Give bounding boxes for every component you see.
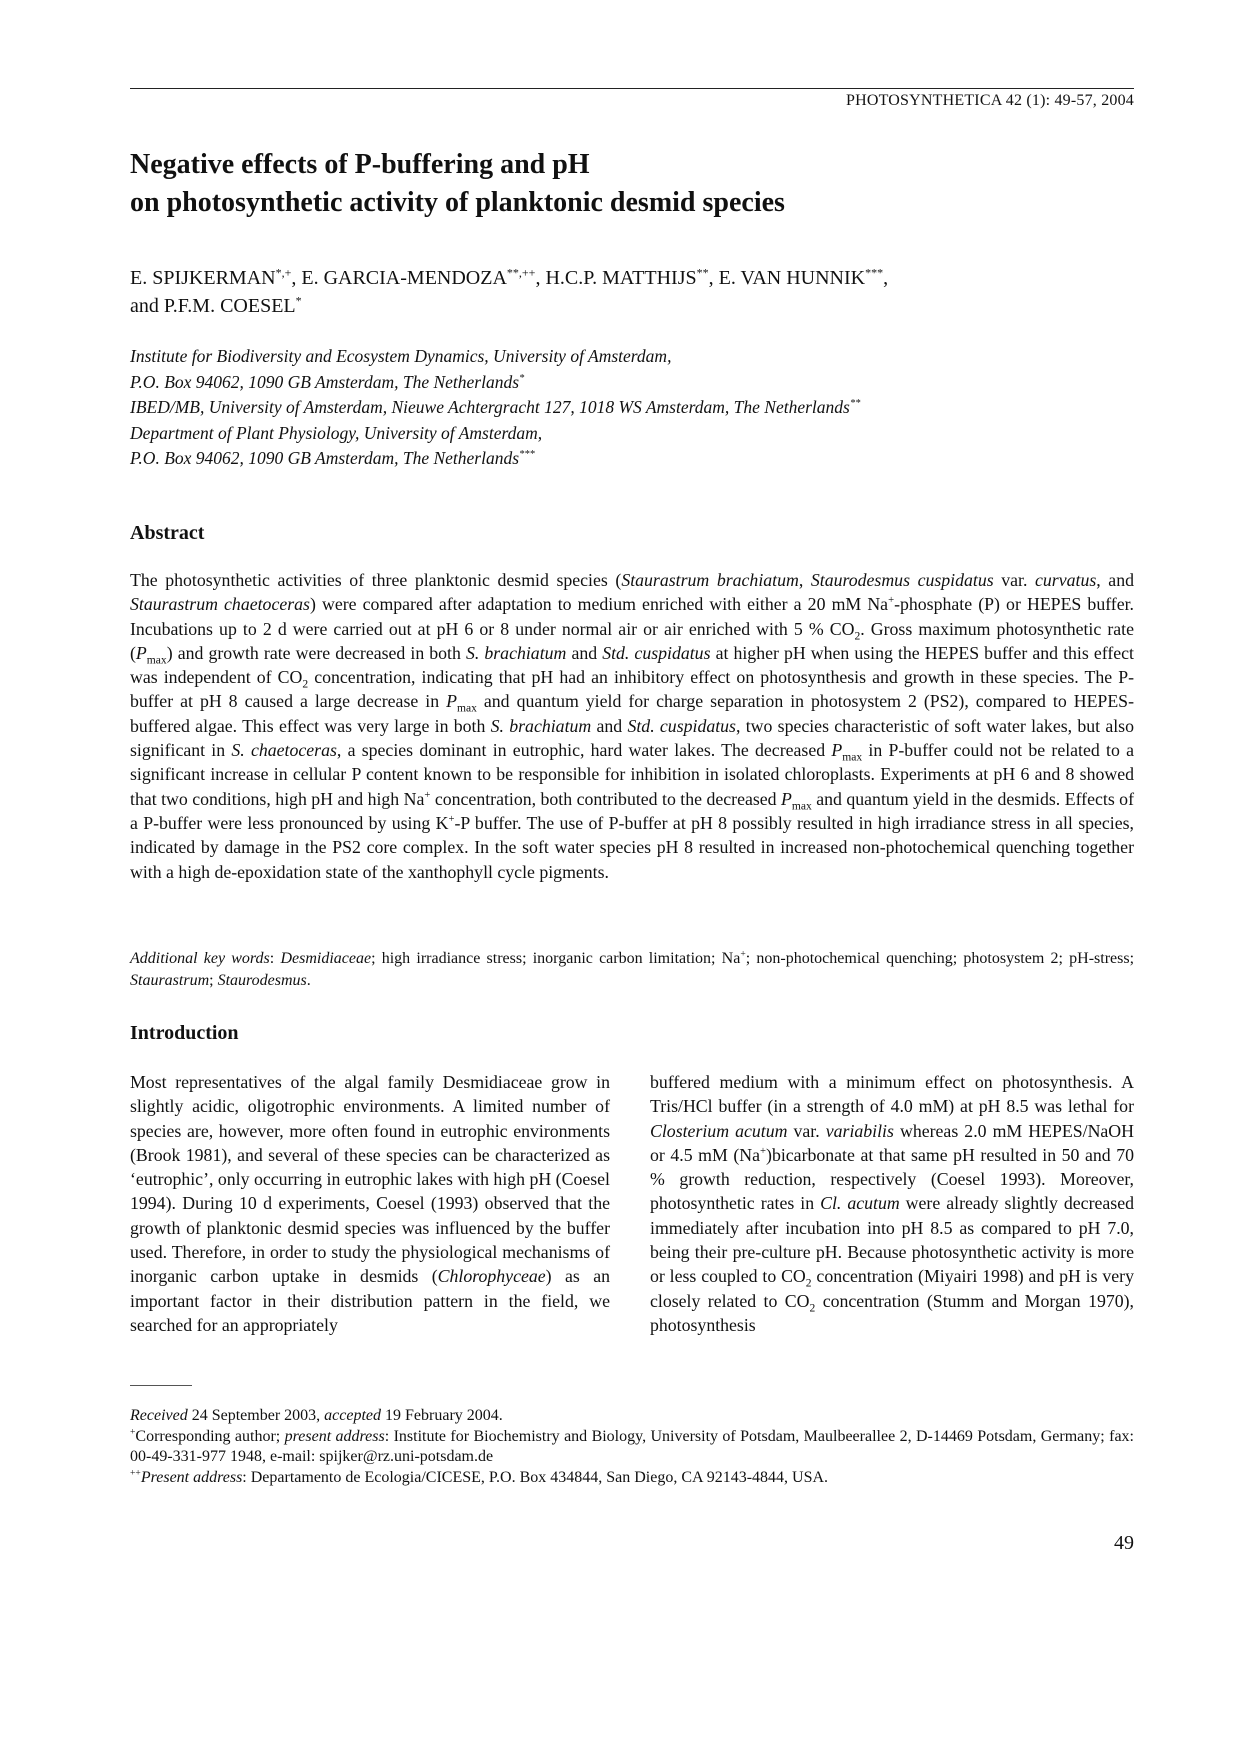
author-mark: **,++ xyxy=(506,265,536,280)
article-title xyxy=(130,146,1134,222)
author-name: E. SPIJKERMAN xyxy=(130,267,276,289)
author-name: , E. GARCIA-MENDOZA xyxy=(291,267,507,289)
abstract-heading: Abstract xyxy=(130,522,205,544)
affiliation-line: Department of Plant Physiology, University of Amsterdam, xyxy=(130,422,543,443)
title-line-2: on photosynthetic activity of planktonic desmid species xyxy=(130,187,785,218)
footnote-present-address: ++Present address: Departamento de Ecologia/CICESE, P.O. Box 434844, San Diego, CA 92143-4844, USA. xyxy=(130,1467,829,1486)
page-number: 49 xyxy=(1114,1532,1134,1554)
affiliation-line: Institute for Biodiversity and Ecosystem Dynamics, University of Amsterdam, xyxy=(130,346,672,366)
affiliation-mark: * xyxy=(519,372,525,384)
author-name: and P.F.M. COESEL xyxy=(130,295,296,317)
header-rule xyxy=(130,88,1134,89)
affiliation-mark: ** xyxy=(849,398,861,410)
introduction-column-left: Most representatives of the algal family Desmidiaceae grow in slightly acidic, oligotrophic environments. A limited number of species are, however, more often found in eutrophic environments (Brook 1981), and several of these species can be characterized as ‘eutrophic’, only occurring in eutrophic lakes with high pH (Coesel 1994). During 10 d experiments, Coesel (1993) observed that the growth of planktonic desmid species was influenced by the buffer used. Therefore, in order to study the physiological mechanisms of inorganic carbon uptake in desmids (Chlorophyceae) as an important factor in their distribution pattern in the field, we searched for an appropriately xyxy=(130,1072,610,1335)
footnote-corresponding: +Corresponding author; present address: Institute for Biochemistry and Biology, University of Potsdam, Maulbeerallee 2, D-14469 Potsdam, Germany; fax: 00-49-331-977 1948, e-mail: spijker@rz.uni-potsdam.de xyxy=(130,1426,1134,1465)
author-line-1 xyxy=(130,264,1134,292)
author-mark: *** xyxy=(865,265,884,280)
author-name: , H.C.P. MATTHIJS xyxy=(535,267,697,289)
affiliation-text: IBED/MB, University of Amsterdam, Nieuwe Achtergracht 127, 1018 WS Amsterdam, The Netherlands xyxy=(130,397,850,417)
key-words: Additional key words: Desmidiaceae; high irradiance stress; inorganic carbon limitation; Na+; non-photochemical quenching; photosystem 2; pH-stress; Staurastrum; Staurodesmus. xyxy=(130,948,1135,989)
footnotes xyxy=(130,1406,1134,1488)
affiliation-line xyxy=(130,446,1134,472)
affiliation-text: P.O. Box 94062, 1090 GB Amsterdam, The Netherlands xyxy=(130,371,520,392)
title-line-1: Negative effects of P-buffering and pH xyxy=(130,149,590,180)
author-mark: * xyxy=(295,293,302,308)
introduction-column-right: buffered medium with a minimum effect on photosynthesis. A Tris/HCl buffer (in a strength of 4.0 mM) at pH 8.5 was lethal for Closterium acutum var. variabilis whereas 2.0 mM HEPES/NaOH or 4.5 mM (Na+)bicarbonate at that same pH resulted in 50 and 70 % growth reduction, respectively (Coesel 1993). Moreover, photosynthetic rates in Cl. acutum were already slightly decreased immediately after incubation into pH 8.5 as compared to pH 7.0, being their pre-culture pH. Because photosynthetic activity is more or less coupled to $CO_2$ concentration (Miyairi 1998) and pH is very closely related to $CO_2$ concentration (Stumm and Morgan 1970), photosynthesis xyxy=(650,1072,1135,1335)
affiliation-line xyxy=(130,395,1134,421)
abstract-text: The photosynthetic activities of three planktonic desmid species (Staurastrum brachiatum, Staurodesmus cuspidatus var. curvatus, and Staurastrum chaetoceras) were compared after adaptation to medium enriched with either a 20 mM Na+-phosphate (P) or HEPES buffer. Incubations up to 2 d were carried out at pH 6 or 8 under normal air or air enriched with 5 % $CO_2$. Gross maximum photosynthetic rate $(P_{max})$ and growth rate were decreased in both S. brachiatum and Std. cuspidatus at higher pH when using the HEPES buffer and this effect was independent of $CO_2$ concentration, indicating that pH had an inhibitory effect on photosynthesis and growth in these species. The P-buffer at pH 8 caused a large decrease in $P_{max}$ and quantum yield for charge separation in photosystem 2 (PS2), compared to HEPES-buffered algae. This effect was very large in both S. brachiatum and Std. cuspidatus, two species characteristic of soft water lakes, but also significant in S. chaetoceras, a species dominant in eutrophic, hard water lakes. The decreased $P_{max}$ in P-buffer could not be related to a significant increase in cellular P content known to be responsible for inhibition in isolated chloroplasts. Experiments at pH 6 and 8 showed that two conditions, high pH and high Na+ concentration, both contributed to the decreased $P_{max}$ and quantum yield in the desmids. Effects of a P-buffer were less pronounced by using K+-P buffer. The use of P-buffer at pH 8 possibly resulted in high irradiance stress in all species, indicated by damage in the PS2 core complex. In the soft water species pH 8 resulted in increased non-photochemical quenching together with a high de-epoxidation state of the xanthophyll cycle pigments. xyxy=(130,570,1135,882)
article-page xyxy=(130,0,1134,1755)
author-mark: *,+ xyxy=(275,265,292,280)
affiliation-line xyxy=(130,370,1134,396)
author-name: , E. VAN HUNNIK xyxy=(708,267,866,289)
affiliations xyxy=(130,344,1134,472)
footnote-rule xyxy=(130,1385,192,1386)
affiliation-mark: *** xyxy=(519,449,535,461)
affiliation-text: P.O. Box 94062, 1090 GB Amsterdam, The Netherlands xyxy=(130,448,520,468)
author-mark: ** xyxy=(696,265,709,280)
author-separator: , xyxy=(883,267,889,289)
author-list xyxy=(130,264,1134,320)
footnote-received: Received 24 September 2003, accepted 19 February 2004. xyxy=(130,1407,503,1424)
introduction-heading: Introduction xyxy=(130,1022,239,1044)
journal-citation: PHOTOSYNTHETICA 42 (1): 49-57, 2004 xyxy=(845,92,1134,109)
author-line-2 xyxy=(130,292,1134,320)
